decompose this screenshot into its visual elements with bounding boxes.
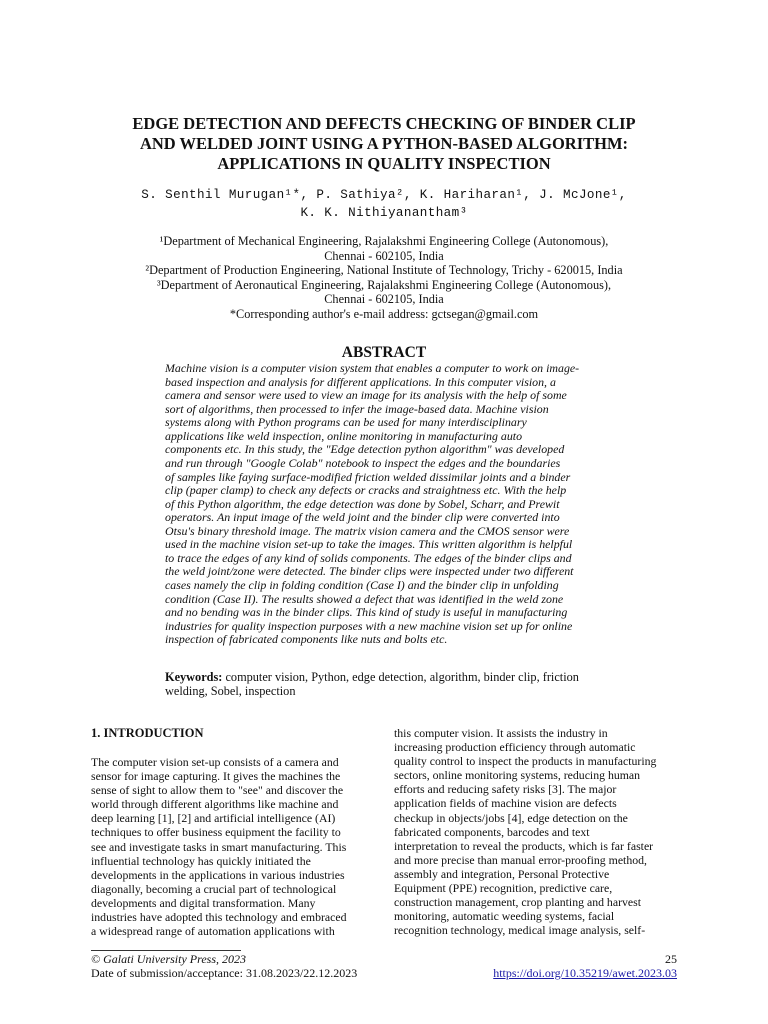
abstract-line: to trace the edges of any kind of solids components. The edges of the binder clips and bbox=[165, 550, 572, 565]
body-line: application fields of machine vision are defects bbox=[394, 796, 617, 811]
body-line: deep learning [1], [2] and artificial intelligence (AI) bbox=[91, 811, 336, 826]
body-line: Equipment (PPE) recognition, predictive care, bbox=[394, 881, 613, 896]
footer-copyright: © Galati University Press, 2023 bbox=[91, 952, 246, 966]
abstract-line: industries for quality inspection purposes with a new machine vision set up for online bbox=[165, 618, 573, 633]
paper-title bbox=[84, 114, 684, 174]
body-line: diagonally, becoming a crucial part of technological bbox=[91, 881, 337, 896]
body-line: a widespread range of automation applications with bbox=[91, 924, 335, 939]
body-line: construction management, crop planting and harvest bbox=[394, 895, 642, 910]
abstract-line: clip (paper clamp) to check any defects or cracks and straightness etc. With the help bbox=[165, 483, 567, 498]
abstract-line: cases namely the clip in folding condition (Case I) and the binder clip in unfolding bbox=[165, 578, 559, 592]
body-line: increasing production efficiency through automatic bbox=[394, 740, 636, 755]
abstract-line: of samples like faying surface-modified friction welded dissimilar joints and a binder bbox=[165, 469, 571, 484]
abstract-line: Otsu's binary threshold image. The matrix vision camera and the CMOS sensor were bbox=[165, 523, 570, 538]
body-line: sectors, online monitoring systems, reducing human bbox=[394, 768, 641, 783]
left-column bbox=[91, 755, 377, 938]
body-line: industries have adopted this technology and embraced bbox=[91, 910, 347, 925]
body-line: sensor for image capturing. It gives the machines the bbox=[91, 769, 341, 784]
doi-link[interactable]: https://doi.org/10.35219/awet.2023.03 bbox=[493, 966, 677, 980]
body-line: influential technology has quickly initiated the bbox=[91, 853, 311, 868]
abstract-line: sort of algorithms, then processed to infer the image-based data. Machine vision bbox=[165, 401, 549, 416]
body-line: assembly and integration, Personal Protective bbox=[394, 866, 610, 881]
authors-line: K. K. Nithiyanantham³ bbox=[300, 206, 468, 220]
keywords-line: welding, Sobel, inspection bbox=[165, 684, 296, 698]
affiliations bbox=[84, 234, 684, 321]
keywords-label: Keywords: bbox=[165, 670, 223, 684]
body-line: fabricated components, barcodes and text bbox=[394, 824, 590, 839]
body-line: world through different algorithms like machine and bbox=[91, 797, 339, 812]
abstract-line: of this Python algorithm, the edge detection was done by Sobel, Scharr, and Prewit bbox=[165, 496, 560, 511]
section-heading-introduction: 1. INTRODUCTION bbox=[91, 726, 204, 740]
body-line: efforts and reducing safety risks [3]. The major bbox=[394, 782, 617, 797]
corresponding-author-line: *Corresponding author's e-mail address: gctsegan@gmail.com bbox=[229, 306, 539, 321]
abstract-line: camera and sensor were used to view an image for its analysis with the help of some bbox=[165, 388, 567, 403]
abstract-line: inspection of fabricated components like nuts and bolts etc. bbox=[165, 632, 448, 647]
abstract-line: systems along with Python programs can be used for many interdisciplinary bbox=[165, 415, 527, 430]
footer-divider bbox=[91, 950, 241, 951]
keywords-text: computer vision, Python, edge detection, algorithm, binder clip, friction bbox=[222, 670, 579, 684]
body-line: recognition technology, medical image analysis, self- bbox=[394, 923, 646, 938]
abstract-line: condition (Case II). The results showed a defect that was identified in the weld zone bbox=[165, 591, 564, 606]
body-line: this computer vision. It assists the industry in bbox=[394, 726, 608, 740]
abstract-line: operators. An input image of the weld joint and the binder clip were converted into bbox=[165, 510, 560, 525]
abstract-line: the weld joint/zone were detected. The binder clips were inspected under two different bbox=[165, 564, 574, 579]
body-line: sense of sight to allow them to "see" and discover the bbox=[91, 783, 344, 798]
right-column bbox=[394, 726, 680, 937]
abstract-line: applications like weld inspection, online monitoring in manufacturing auto bbox=[165, 428, 523, 443]
body-line: checkup in objects/jobs [4], edge detection on the bbox=[394, 810, 628, 825]
footer-submission-dates: Date of submission/acceptance: 31.08.2023/22.12.2023 bbox=[91, 966, 358, 980]
body-line: interpretation to reveal the products, which is far faster bbox=[394, 838, 654, 853]
abstract-line: and run through "Google Colab" notebook to inspect the edges and the boundaries bbox=[165, 455, 561, 470]
body-line: The computer vision set-up consists of a camera and bbox=[91, 755, 339, 769]
abstract-line: and no bending was in the binder clips. This kind of study is useful in manufacturing bbox=[165, 605, 568, 620]
body-line: quality control to inspect the products in manufacturing bbox=[394, 754, 657, 769]
abstract-line: based inspection and analysis for different applications. In this computer vision, a bbox=[165, 374, 556, 389]
body-line: and more precise than manual error-proofing method, bbox=[394, 852, 647, 867]
abstract-line: Machine vision is a computer vision system that enables a computer to work on image- bbox=[165, 361, 580, 375]
title-line: APPLICATIONS IN QUALITY INSPECTION bbox=[217, 154, 551, 173]
affiliation-line: Chennai - 602105, India bbox=[324, 292, 444, 306]
body-line: techniques to offer business equipment the facility to bbox=[91, 825, 341, 840]
abstract-line: used in the machine vision set-up to take the images. This written algorithm is helpful bbox=[165, 537, 573, 552]
keywords-block bbox=[165, 670, 605, 698]
body-line: developments in the applications in various industries bbox=[91, 867, 345, 882]
title-line: EDGE DETECTION AND DEFECTS CHECKING OF BINDER CLIP bbox=[132, 114, 636, 133]
author-list bbox=[60, 186, 708, 222]
affiliation-line: Chennai - 602105, India bbox=[324, 248, 444, 263]
keywords-line bbox=[165, 670, 605, 684]
abstract-heading: ABSTRACT bbox=[341, 344, 427, 361]
body-line: monitoring, automatic weeding systems, facial bbox=[394, 909, 615, 924]
body-line: see and investigate tasks in smart manufacturing. This bbox=[91, 839, 347, 854]
abstract-body bbox=[165, 362, 605, 647]
title-line: AND WELDED JOINT USING A PYTHON-BASED ALGORITHM: bbox=[139, 134, 629, 153]
affiliation-line: ³Department of Aeronautical Engineering, Rajalakshmi Engineering College (Autonomous), bbox=[156, 277, 612, 292]
page-number: 25 bbox=[665, 952, 677, 966]
abstract-line: components etc. In this study, the "Edge detection python algorithm" was developed bbox=[165, 442, 565, 457]
authors-line: S. Senthil Murugan¹*, P. Sathiya², K. Hariharan¹, J. McJone¹, bbox=[141, 188, 627, 202]
body-line: developments and digital transformation. Many bbox=[91, 895, 316, 910]
affiliation-line: ²Department of Production Engineering, National Institute of Technology, Trichy - 620015, India bbox=[145, 263, 623, 277]
affiliation-line: ¹Department of Mechanical Engineering, Rajalakshmi Engineering College (Autonomous), bbox=[159, 234, 609, 248]
